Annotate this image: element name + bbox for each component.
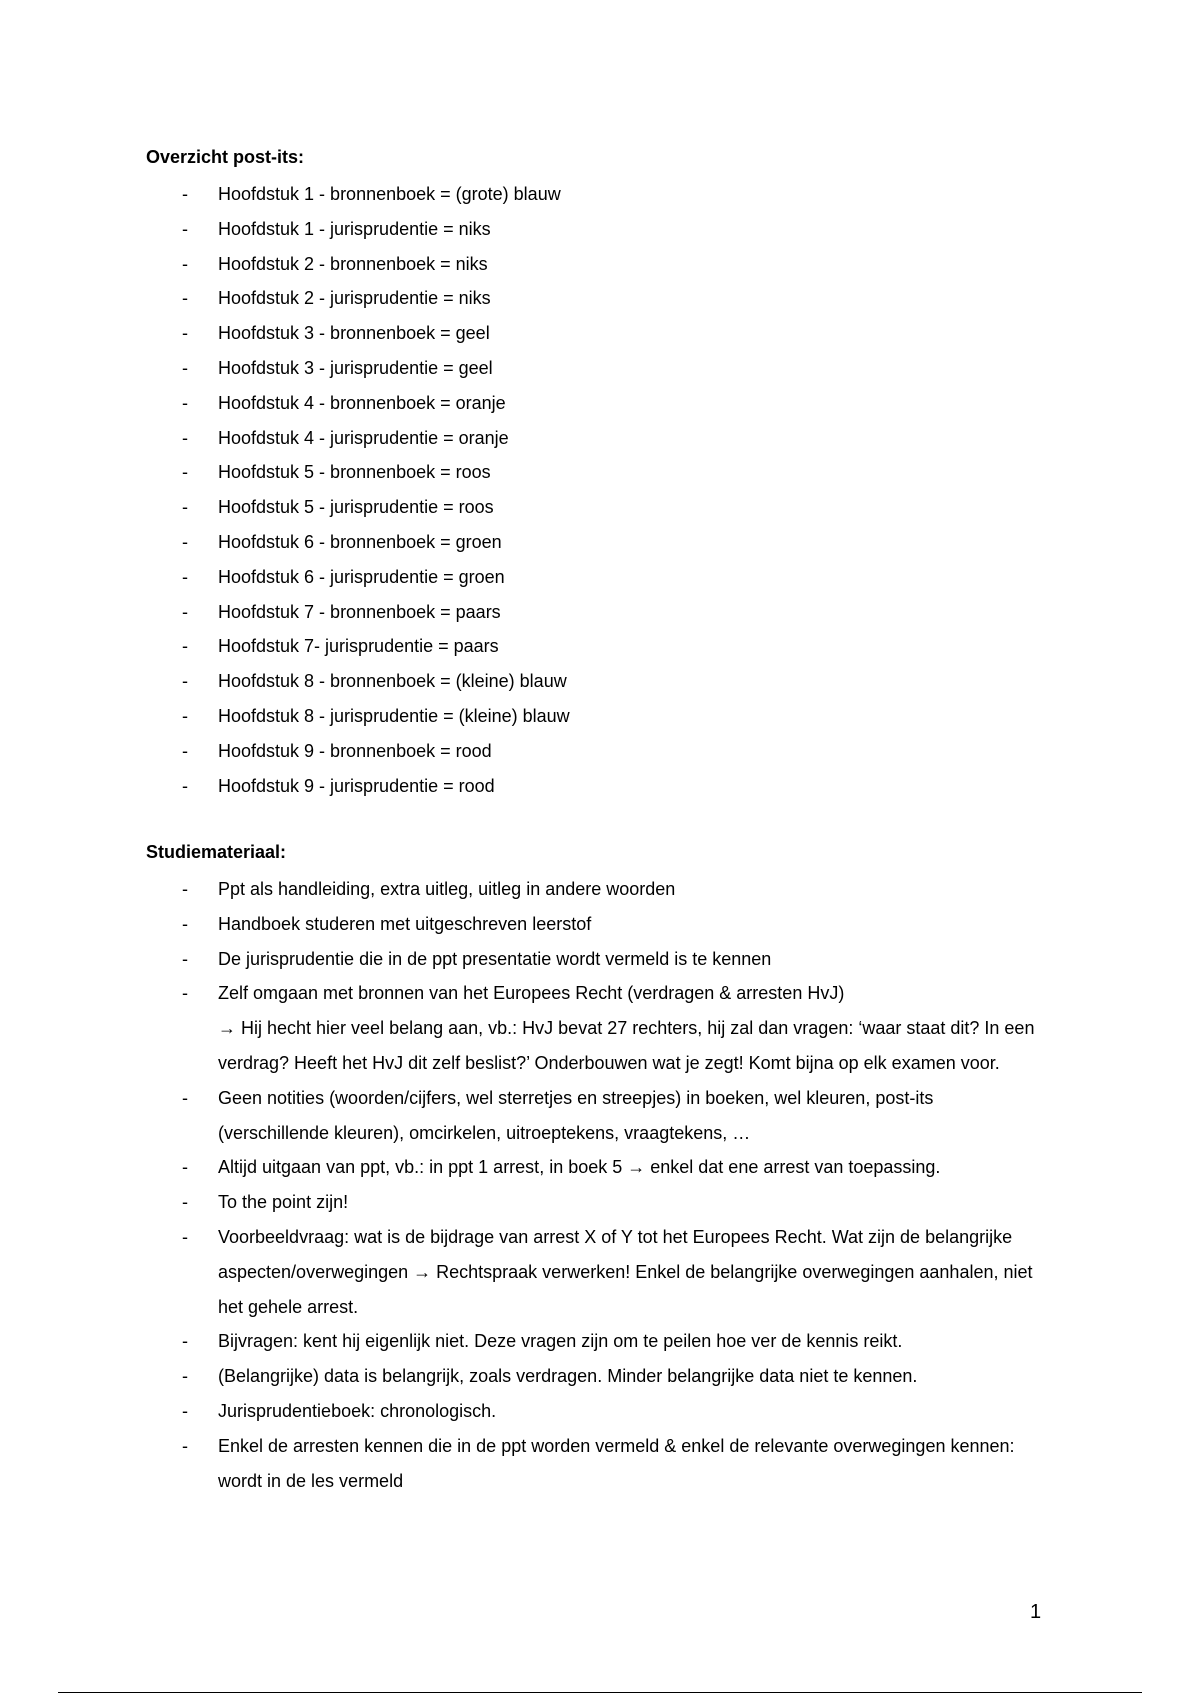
dash-bullet: -	[182, 392, 188, 413]
dash-bullet: -	[182, 288, 188, 309]
list-item-text: De jurisprudentie die in de ppt presentatie wordt vermeld is te kennen	[218, 948, 772, 969]
list-item	[146, 247, 1046, 282]
dash-bullet: -	[182, 983, 188, 1004]
list-item	[146, 1081, 1046, 1151]
dash-bullet: -	[182, 636, 188, 657]
dash-bullet: -	[182, 1366, 188, 1387]
dash-bullet: -	[182, 218, 188, 239]
dash-bullet: -	[182, 462, 188, 483]
list-item-text: (Belangrijke) data is belangrijk, zoals verdragen. Minder belangrijke data niet te kennen.	[218, 1366, 918, 1387]
list-item-text: Hoofdstuk 6 - jurisprudentie = groen	[218, 566, 505, 587]
list-item-text: Hoofdstuk 2 - bronnenboek = niks	[218, 253, 488, 274]
list-item	[146, 525, 1046, 560]
dash-bullet: -	[182, 1226, 188, 1247]
list-item-text: Bijvragen: kent hij eigenlijk niet. Deze vragen zijn om te peilen hoe ver de kennis reikt.	[218, 1331, 903, 1352]
list-item-text: Hoofdstuk 1 - jurisprudentie = niks	[218, 218, 491, 239]
list-item-text: Enkel de arresten kennen die in de ppt worden vermeld & enkel de relevante overwegingen kennen: wordt in de les vermeld	[218, 1435, 1015, 1491]
list-item	[146, 281, 1046, 316]
list-item	[146, 212, 1046, 247]
list-item	[146, 177, 1046, 212]
list-item	[146, 1185, 1046, 1220]
list-item	[146, 1394, 1046, 1429]
list-item	[146, 872, 1046, 907]
postits-list	[146, 177, 1046, 803]
studiemateriaal-list	[146, 872, 1046, 1498]
dash-bullet: -	[182, 775, 188, 796]
list-item	[146, 907, 1046, 942]
list-item-text: Hoofdstuk 3 - jurisprudentie = geel	[218, 357, 493, 378]
list-item-text: Hoofdstuk 6 - bronnenboek = groen	[218, 531, 502, 552]
dash-bullet: -	[182, 601, 188, 622]
dash-bullet: -	[182, 948, 188, 969]
list-item-text: Hoofdstuk 9 - jurisprudentie = rood	[218, 775, 495, 796]
list-item	[146, 490, 1046, 525]
list-item-text: Hoofdstuk 4 - bronnenboek = oranje	[218, 392, 506, 413]
dash-bullet: -	[182, 879, 188, 899]
dash-bullet: -	[182, 671, 188, 692]
dash-bullet: -	[182, 913, 188, 934]
page-number: 1	[1030, 1601, 1042, 1623]
list-item	[146, 351, 1046, 386]
list-item-text: Hoofdstuk 8 - jurisprudentie = (kleine) blauw	[218, 705, 570, 726]
list-item-text: Hoofdstuk 3 - bronnenboek = geel	[218, 323, 490, 344]
dash-bullet: -	[182, 427, 188, 448]
dash-bullet: -	[182, 531, 188, 552]
list-item	[146, 386, 1046, 421]
list-item	[146, 664, 1046, 699]
list-item	[146, 316, 1046, 351]
list-item	[146, 1359, 1046, 1394]
list-item-text: Hoofdstuk 5 - jurisprudentie = roos	[218, 497, 494, 518]
list-item-text: Hoofdstuk 7 - bronnenboek = paars	[218, 601, 501, 622]
list-item-continuation	[146, 1011, 1046, 1081]
list-item-text: Zelf omgaan met bronnen van het Europees Recht (verdragen & arresten HvJ)	[218, 983, 845, 1004]
list-item	[146, 455, 1046, 490]
dash-bullet: -	[182, 357, 188, 378]
list-item-text: Hoofdstuk 2 - jurisprudentie = niks	[218, 288, 491, 309]
list-item	[146, 942, 1046, 977]
list-item	[146, 1150, 1046, 1185]
list-item	[146, 734, 1046, 769]
dash-bullet: -	[182, 1087, 188, 1108]
dash-bullet: -	[182, 1435, 188, 1456]
list-item	[146, 560, 1046, 595]
dash-bullet: -	[182, 1331, 188, 1352]
list-item	[146, 595, 1046, 630]
list-item	[146, 699, 1046, 734]
list-item	[146, 1220, 1046, 1324]
list-item-text: Jurisprudentieboek: chronologisch.	[218, 1400, 497, 1421]
list-item-text: To the point zijn!	[218, 1192, 349, 1213]
postits-section	[146, 145, 1046, 803]
dash-bullet: -	[182, 253, 188, 274]
list-item	[146, 769, 1046, 804]
list-item-text: Geen notities (woorden/cijfers, wel sterretjes en streepjes) in boeken, wel kleuren, post-its (verschillende kleuren), omcirkelen, uitroeptekens, vraagtekens, …	[218, 1087, 934, 1143]
list-item-text: Hoofdstuk 5 - bronnenboek = roos	[218, 462, 491, 483]
footer-divider	[58, 1692, 1142, 1693]
list-item-text: Voorbeeldvraag: wat is de bijdrage van arrest X of Y tot het Europees Recht. Wat zijn de belangrijke aspecten/overwegingen → Rechtspraak verwerken! Enkel de belangrijke overwegingen aanhalen, niet het gehele arrest.	[218, 1226, 1033, 1317]
list-item-text: Hoofdstuk 1 - bronnenboek = (grote) blauw	[218, 184, 561, 204]
postits-heading: Overzicht post-its:	[146, 147, 305, 167]
list-item	[146, 421, 1046, 456]
list-item-text: Hoofdstuk 8 - bronnenboek = (kleine) blauw	[218, 671, 567, 692]
dash-bullet: -	[182, 497, 188, 518]
list-item-text: Ppt als handleiding, extra uitleg, uitleg in andere woorden	[218, 879, 676, 899]
list-item-text: Altijd uitgaan van ppt, vb.: in ppt 1 arrest, in boek 5 → enkel dat ene arrest van toepassing.	[218, 1157, 941, 1178]
list-item-text: Hoofdstuk 9 - bronnenboek = rood	[218, 740, 492, 761]
list-item	[146, 1324, 1046, 1359]
dash-bullet: -	[182, 1192, 188, 1213]
dash-bullet: -	[182, 184, 188, 204]
list-item-text: → Hij hecht hier veel belang aan, vb.: HvJ bevat 27 rechters, hij zal dan vragen: ‘waar staat dit? In een verdrag? Heeft het HvJ dit zelf beslist?’ Onderbouwen wat je zegt! Komt bijna op elk examen voor.	[218, 1018, 1035, 1073]
dash-bullet: -	[182, 1400, 188, 1421]
list-item-text: Hoofdstuk 4 - jurisprudentie = oranje	[218, 427, 509, 448]
list-item	[146, 1429, 1046, 1499]
dash-bullet: -	[182, 705, 188, 726]
dash-bullet: -	[182, 740, 188, 761]
list-item-text: Hoofdstuk 7- jurisprudentie = paars	[218, 636, 499, 657]
list-item	[146, 976, 1046, 1011]
dash-bullet: -	[182, 1157, 188, 1178]
dash-bullet: -	[182, 323, 188, 344]
list-item	[146, 629, 1046, 664]
dash-bullet: -	[182, 566, 188, 587]
studiemateriaal-section	[146, 840, 1046, 1498]
list-item-text: Handboek studeren met uitgeschreven leerstof	[218, 913, 592, 934]
studiemateriaal-heading: Studiemateriaal:	[146, 842, 287, 862]
